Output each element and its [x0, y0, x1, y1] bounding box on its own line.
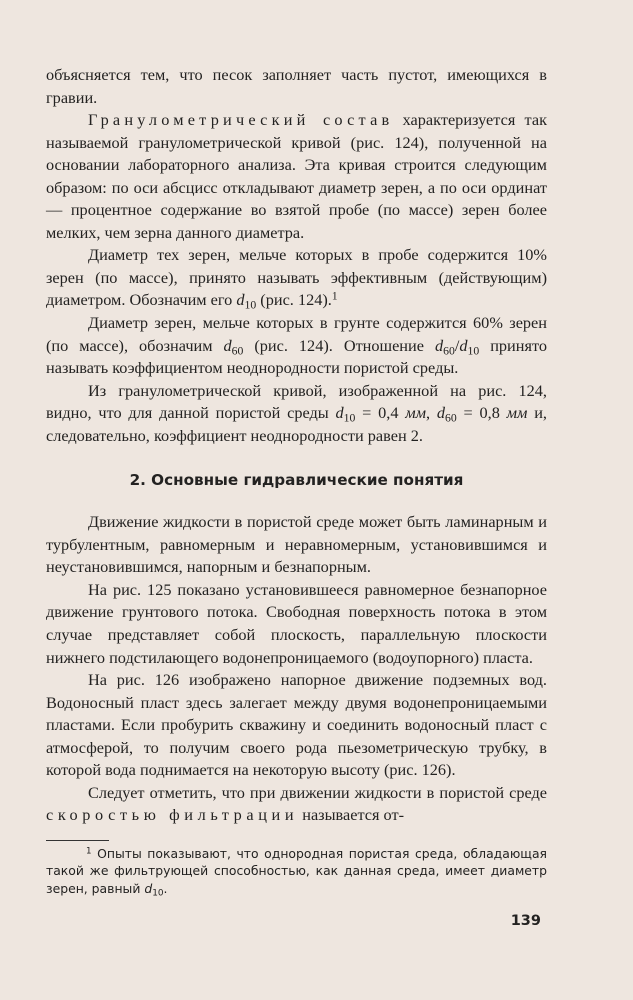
footnote-mark: 1 — [331, 290, 338, 303]
section-title: 2. Основные гидравлические понятия — [129, 471, 464, 490]
paragraph-7: На рис. 125 показано установившееся равномерное безнапорное движение грунтового потока. Свободная поверхность потока в этом случае представляет собой плоскость, параллельную плоскости нижнего подстилающего водонепроницаемого (водоупорного) пласта. — [46, 579, 547, 667]
paragraph-5: Из гранулометрической кривой, изображенной на рис. 124, видно, что для данной пористой среды $d_{10} = 0,4$ мм, $d_{60} = 0,8$ мм и, следовательно, коэффициент неоднородности равен 2. — [46, 380, 548, 445]
paragraph-1: объясняется тем, что песок заполняет часть пустот, имеющихся в гравии. — [46, 65, 547, 107]
paragraph-3: Диаметр тех зерен, мельче которых в пробе содержится 10% зерен (по массе), принято называть эффективным (действующим) диаметром. Обозначим его $d_{10}$ (рис. 124).$^1$ — [46, 245, 547, 312]
paragraph-8: На рис. 126 изображено напорное движение подземных вод. Водоносный пласт здесь залегает между двумя водонепроницаемыми пластами. Если пробурить скважину и соединить водоносный пласт с атмосферой, то получим своего рода пьезометрическую трубку, в которой вода поднимается на некоторую высоту (рис. 126). — [46, 670, 547, 780]
paragraph-2: Гранулометрический состав характеризуется так называемой гранулометрической кривой (рис. 124), полученной на основании лабораторного анализа. Эта кривая строится следующим образом: по оси абсцисс откладывают диаметр зерен, а по оси ординат — процентное содержание во взятой пробе (по массе) зерен более мелких, чем зерна данного диаметра. — [46, 110, 547, 242]
footnote-divider — [46, 840, 109, 841]
footnote: $^1$ Опыты показывают, что однородная пористая среда, обладающая такой же фильтрующей способностью, как данная среда, имеет диаметр зерен, равный $d_{10}$. — [46, 845, 547, 899]
paragraph-6: Движение жидкости в пористой среде может быть ламинарным и турбулентным, равномерным и неравномерным, установившимся и неустановившимся, напорным и безнапорным. — [46, 512, 547, 577]
paragraph-4: Диаметр зерен, мельче которых в грунте содержится 60% зерен (по массе), обозначим $d_{60}$ (рис. 124). Отношение $d_{60}/d_{10}$ принято называть коэффициентом неоднородности пористой среды. — [46, 313, 547, 378]
term-filtration-velocity: скоростью фильтрации — [46, 805, 299, 825]
page-body — [46, 64, 547, 897]
page-number: 139 — [510, 913, 541, 929]
term-granulometric-composition: Гранулометрический состав — [88, 110, 394, 130]
paragraph-9: Следует отметить, что при движении жидкости в пористой среде скоростью фильтрации называется от- — [46, 782, 547, 825]
